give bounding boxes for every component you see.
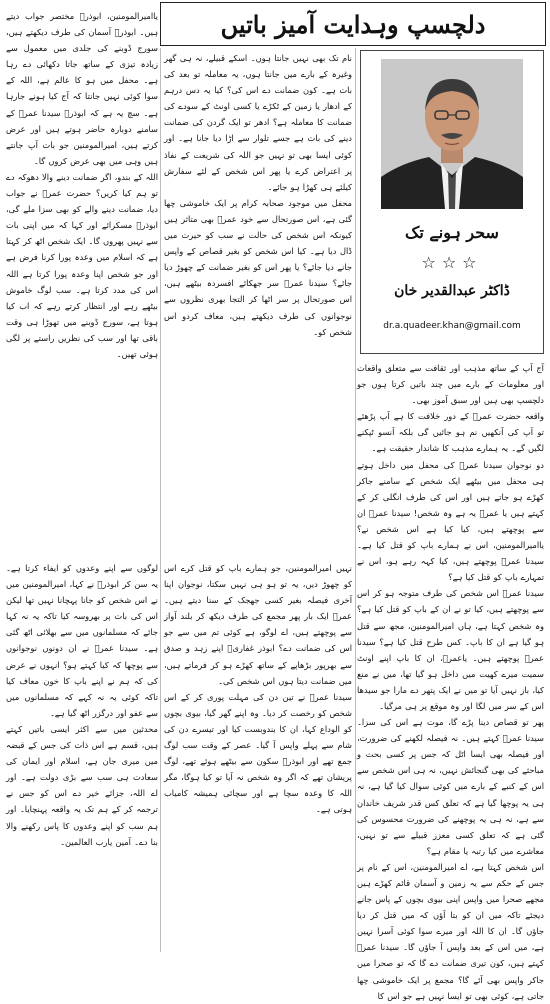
portrait-image: [381, 59, 523, 209]
paragraph: محفل میں موجود صحابہ کرام پر ایک خاموشی چھا گئی ہے، اس صورتحال سے خود عمرؓ بھی متاثر ہیں کیونکہ اس شخص کی حالت نے سب کو حیرت میں ڈال دیا ہے۔ کیا اس شخص کو بغیر قصاص کے واپس جانے دیا جائے؟ یا پھر اس کو بغیر ضمانت کے چھوڑ دیا جائے؟ سیدنا عمرؓ سر جھکائے افسردہ بیٹھے ہیں، اس صورتحال پر سر اٹھا کر التجا بھری نظروں سے نوجوانوں کی طرف دیکھتے ہیں، معاف کردو اس شخص کو۔: [164, 197, 352, 337]
column-right: [357, 360, 544, 1001]
author-box: [360, 50, 544, 354]
headline-banner: [160, 2, 546, 46]
paragraph: سیدنا عمرؓ اس شخص کی طرف متوجہ ہو کر اس سے پوچھتے ہیں، کیا تو نے ان کے باپ کو قتل کیا ہے؟ وہ شخص کہتا ہے، ہاں امیرالمومنین، مجھ سے قتل ہو گیا ہے ان کا باپ۔ کس طرح قتل کیا ہے؟ سیدنا عمرؓ پوچھتے ہیں۔ یاعمرؓ، ان کا باپ اپنے اونٹ سمیت میرے کھیت میں داخل ہو گیا تھا، میں نے منع کیا، باز نہیں آیا تو میں نے ایک پتھر دے مارا جو سیدھا اس کے سر میں لگا اور وہ موقع پر ہی مرگیا۔: [357, 588, 544, 711]
stars-icon: ☆☆☆: [421, 253, 483, 272]
column-left-bottom: [6, 560, 158, 950]
headline-title: دلچسپ وہدایت آمیز باتیں: [220, 9, 486, 39]
paragraph: واقعہ حضرت عمرؓ کے دور خلافت کا ہے آپ پڑھئے تو آپ کی آنکھیں نم ہو جائیں گی بلکہ آنسو ٹپکنے لگیں گے۔ یہ ہمارے مذہب کا شاندار حقیقت ہے۔: [357, 411, 544, 454]
author-name: ڈاکٹر عبدالقدیر خان: [394, 283, 510, 299]
column-middle-top: [164, 50, 352, 555]
column-middle-bottom: [164, 560, 352, 950]
paragraph: محدثین میں سے اکثر ایسی باتیں کہتے ہیں، قسم ہے اس ذات کی جس کے قبضہ میں میری جان ہے، اسلام اور ایمان کی سعادت ہی سب سے بڑی دولت ہے۔ اور اے اللہ، جزائے خیر دے اس کو جس نے ترجمہ کر کے ہم تک یہ واقعہ پہنچایا۔ اور ہم سب کو اپنے وعدوں کا پاس رکھنے والا بنا دے۔ آمین یارب العالمین۔: [6, 723, 158, 847]
column-left-top: [6, 8, 158, 553]
author-email: dr.a.quadeer.khan@gmail.com: [383, 321, 521, 331]
column-divider: [355, 48, 356, 952]
column-divider: [160, 48, 161, 952]
paragraph: یاامیرالمومنین، ابوذرؓ مختصر جواب دیتے ہیں۔ ابوذرؓ آسمان کی طرف دیکھتے ہیں، سورج ڈوبنے کی جلدی میں معمول سے زیادہ تیزی کے ساتھ جاتا دکھائی دے رہا ہے۔ محفل میں ہو کا عالم ہے، اللہ کے سوا کوئی نہیں جانتا کہ آج کیا ہونے جارہا ہے۔ سچ یہ ہے کہ ابوذرؓ سیدنا عمرؓ کے سامنے دوبارہ حاضر ہوتے ہیں اور عرض کرتے ہیں، امیرالمومنین جو بات آپ جانتے ہیں وہی میں بھی عرض کروں گا۔: [6, 11, 158, 166]
paragraph: دو نوجوان سیدنا عمرؓ کی محفل میں داخل ہوتے ہی محفل میں بیٹھے ایک شخص کے سامنے جاکر کھڑے ہو جاتے ہیں اور اس کی طرف انگلی کر کے کہتے ہیں یا عمرؓ یہ ہے وہ شخص! سیدنا عمرؓ ان سے پوچھتے ہیں، کیا کیا ہے اس شخص نے؟ یاامیرالمومنین، اس نے ہمارے باپ کو قتل کیا ہے۔ سیدنا عمرؓ پوچھتے ہیں، کیا کہہ رہے ہو، اس نے تمہارے باپ کو قتل کیا ہے؟: [357, 459, 544, 583]
paragraph: لوگوں سے اپنے وعدوں کو ایفاء کرتا ہے۔ یہ سن کر ابوذرؓ نے کہا، امیرالمومنین میں نے اس شخص کو جانا پہچانا نہیں تھا لیکن اس کی بات پر بھروسہ کیا تاکہ یہ نہ کہا جائے کہ مسلمانوں میں سے بھلائی اٹھ گئی ہے۔ سیدنا عمرؓ نے ان دونوں نوجوانوں سے پوچھا کہ کیا کہتے ہو؟ انہوں نے عرض کی کہ ہم نے اپنے باپ کا خون معاف کیا تاکہ کوئی یہ نہ کہے کہ مسلمانوں میں سے عفو اور درگزر اٹھ گیا ہے۔: [6, 563, 158, 718]
paragraph: نہیں امیرالمومنین، جو ہمارے باپ کو قتل کرے اس کو چھوڑ دیں، یہ تو ہو ہی نہیں سکتا، نوجوان اپنا آخری فیصلہ بغیر کسی جھجک کے سنا دیتے ہیں۔ عمرؓ ایک بار پھر مجمع کی طرف دیکھ کر بلند آواز سے پوچھتے ہیں، اے لوگو، ہے کوئی تم میں سے جو اس کی ضمانت دے؟ ابوذر غفاریؓ اپنے زہد و صدق سے بھرپور بڑھاپے کے ساتھ کھڑے ہو کر فرماتے ہیں، میں ضمانت دیتا ہوں اس شخص کی۔: [164, 563, 352, 686]
author-portrait: [381, 59, 523, 209]
column-name: سحر ہونے تک: [405, 223, 499, 242]
paragraph: نام تک بھی نہیں جانتا ہوں۔ اسکے قبیلے، نہ ہی گھر وغیرہ کے بارے میں جانتا ہوں، یہ معاملہ تو بعد کی بات ہے۔ کون ضمانت دے اس کی؟ کیا یہ دس درہم کے ادھار یا زمین کے ٹکڑے یا کسی اونٹ کے سودے کی ضمانت کا معاملہ ہے؟ ادھر تو ایک گردن کی ضمانت دینے کی بات ہے جسے تلوار سے اڑا دیا جانا ہے۔ اور کوئی ایسا بھی تو نہیں جو اللہ کی شریعت کے نفاذ پر اعتراض کرے یا پھر اس شخص کے لئے سفارش کیلئے ہی کھڑا ہو جائے۔: [164, 53, 352, 192]
paragraph: اس شخص کہتا ہے، اے امیرالمومنین، اس کے نام پر جس کے حکم سے یہ زمین و آسمان قائم کھڑے ہیں مجھے صحرا میں واپس اپنی بیوی بچوں کے پاس جانے دیجئے تاکہ میں ان کو بتا آؤں کہ میں قتل کر دیا جاؤں گا۔ ان کا اللہ اور میرے سوا کوئی آسرا نہیں ہے، میں اس کے بعد واپس آ جاؤں گا۔ سیدنا عمرؓ کہتے ہیں، کون تیری ضمانت دے گا کہ تو صحرا میں جاکر واپس بھی آئے گا؟ مجمع پر ایک خاموشی چھا جاتی ہے، کوئی بھی تو ایسا نہیں ہے جو اس کا: [357, 861, 544, 1001]
paragraph: آج آپ کے ساتھ مذہب اور ثقافت سے متعلق واقعات اور معلومات کے بارے میں چند باتیں کرتا ہوں جو دلچسپ بھی ہیں اور سبق آموز بھی۔: [357, 363, 544, 406]
paragraph: اللہ کے بندو، اگر ضمانت دینے والا دھوکہ دے تو ہم کیا کریں؟ حضرت عمرؓ نے جواب دیا، ضمانت دینے والے کو بھی سزا ملے گی، ابوذرؓ مسکرائے اور کہا کہ میں اپنی بات سے نہیں پھروں گا۔ ایک شخص اٹھ کر کہتا ہے کہ اسلام میں وعدہ پورا کرنا فرض ہے اور جو شخص اپنا وعدہ پورا کرتا ہے اللہ اس کی مدد کرتا ہے۔ سب لوگ خاموش بیٹھے رہے اور انتظار کرتے رہے کہ اب کیا ہوتا ہے، سورج ڈوبنے میں تھوڑا ہی وقت باقی تھا اور سب کی نظریں راستے پر لگی ہوئی تھیں۔: [6, 171, 158, 359]
paragraph: سیدنا عمرؓ نے تین دن کی مہلت پوری کر کے اس شخص کو رخصت کر دیا۔ وہ اپنے گھر گیا، بیوی بچوں کو الوداع کہا، ان کا بندوبست کیا اور تیسرے دن کی شام سے پہلے واپس آ گیا۔ عصر کے وقت سب لوگ جمع تھے اور ابوذرؓ سکون سے بیٹھے ہوئے تھے، لوگ پریشان تھے کہ اگر وہ شخص نہ آیا تو کیا ہوگا، مگر اللہ کا وعدہ سچا ہے اور سچائی ہمیشہ کامیاب ہوتی ہے۔: [164, 691, 352, 815]
paragraph: پھر تو قصاص دینا پڑے گا، موت ہے اس کی سزا۔ سیدنا عمرؓ کہتے ہیں۔ نہ فیصلہ لکھنے کی ضرورت، اور فیصلہ بھی ایسا اٹل کہ جس پر کسی بحث و مباحثے کی بھی گنجائش نہیں، نہ ہی اس شخص سے اس کے کنبے کے بارے میں کوئی سوال کیا گیا ہے، نہ ہی یہ پوچھا گیا ہے کہ تعلق کس قدر شریف خاندان سے ہے، نہ ہی یہ پوچھنے کی ضرورت محسوس کی گئی ہے کہ تعلق کسی معزز قبیلے سے تو نہیں، معاشرے میں کیا رتبہ یا مقام ہے؟: [357, 717, 544, 856]
